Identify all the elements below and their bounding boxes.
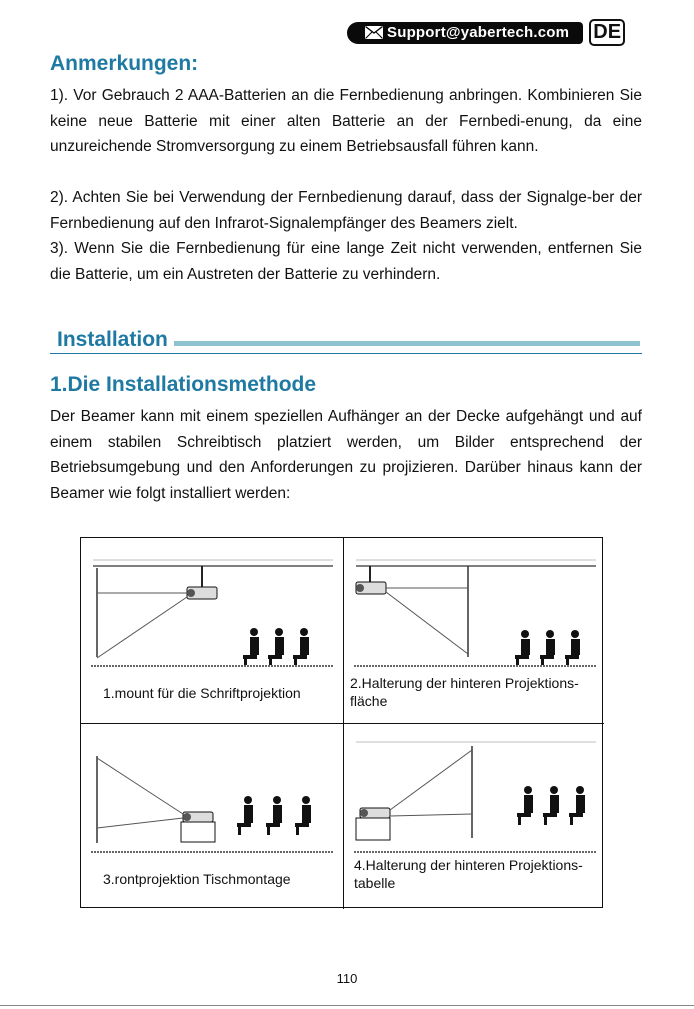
support-email-pill[interactable] (347, 22, 583, 44)
header-underline (50, 353, 642, 354)
installation-figure-grid (80, 537, 603, 908)
support-email: Support@yabertech.com (387, 24, 570, 41)
note-2: 2). Achten Sie bei Verwendung der Fernbedienung darauf, dass der Signalge-ber der Fernbedienung auf den Infrarot-Signalempfänger des Beamers zielt. (50, 189, 642, 232)
desk-rear-illustration (350, 728, 600, 858)
installation-intro: Der Beamer kann mit einem speziellen Aufhänger an der Decke aufgehängt und auf einem stabilen Schreibtisch platziert werden, um Bilder entsprechend der Betriebsumgebung und den Anforderungen zu projizieren. Darüber hinaus kann der Beamer wie folgt installiert werden: (50, 408, 642, 502)
header-accent-bar (174, 341, 640, 346)
figure-desk-front (81, 723, 343, 909)
ceiling-rear-illustration (350, 542, 600, 672)
note-3: 3). Wenn Sie die Fernbedienung für eine lange Zeit nicht verwenden, entfernen Sie die Batterie, um ein Austreten der Batterie zu verhindern. (50, 240, 642, 283)
method-title: 1.Die Installationsmethode (50, 373, 317, 396)
notes-title: Anmerkungen: (50, 52, 199, 75)
figure-ceiling-front (81, 538, 343, 723)
ceiling-front-illustration (87, 542, 337, 672)
figure-ceiling-rear (343, 538, 604, 723)
bottom-rule (0, 1005, 694, 1006)
figure-3-caption: 3.rontprojektion Tischmontage (103, 871, 291, 887)
figure-4-caption: 4.Halterung der hinteren Projektions-tabelle (354, 857, 583, 891)
installation-title: Installation (57, 328, 168, 351)
envelope-icon (365, 26, 383, 39)
note-1: 1). Vor Gebrauch 2 AAA-Batterien an die Fernbedienung anbringen. Kombinieren Sie keine neue Batterie mit einer alten Batterie an der Fernbedi-enung, da eine unzureichende Stromversorgung zu einem Betriebsausfall führen kann. (50, 87, 642, 155)
desk-front-illustration (87, 728, 337, 858)
figure-desk-rear (343, 723, 604, 909)
language-badge: DE (589, 19, 625, 46)
page-number: 110 (336, 971, 358, 986)
installation-header (50, 328, 642, 356)
figure-1-caption: 1.mount für die Schriftprojektion (103, 685, 301, 701)
support-header (347, 19, 625, 46)
figure-2-caption: 2.Halterung der hinteren Projektions-fläche (350, 675, 579, 709)
